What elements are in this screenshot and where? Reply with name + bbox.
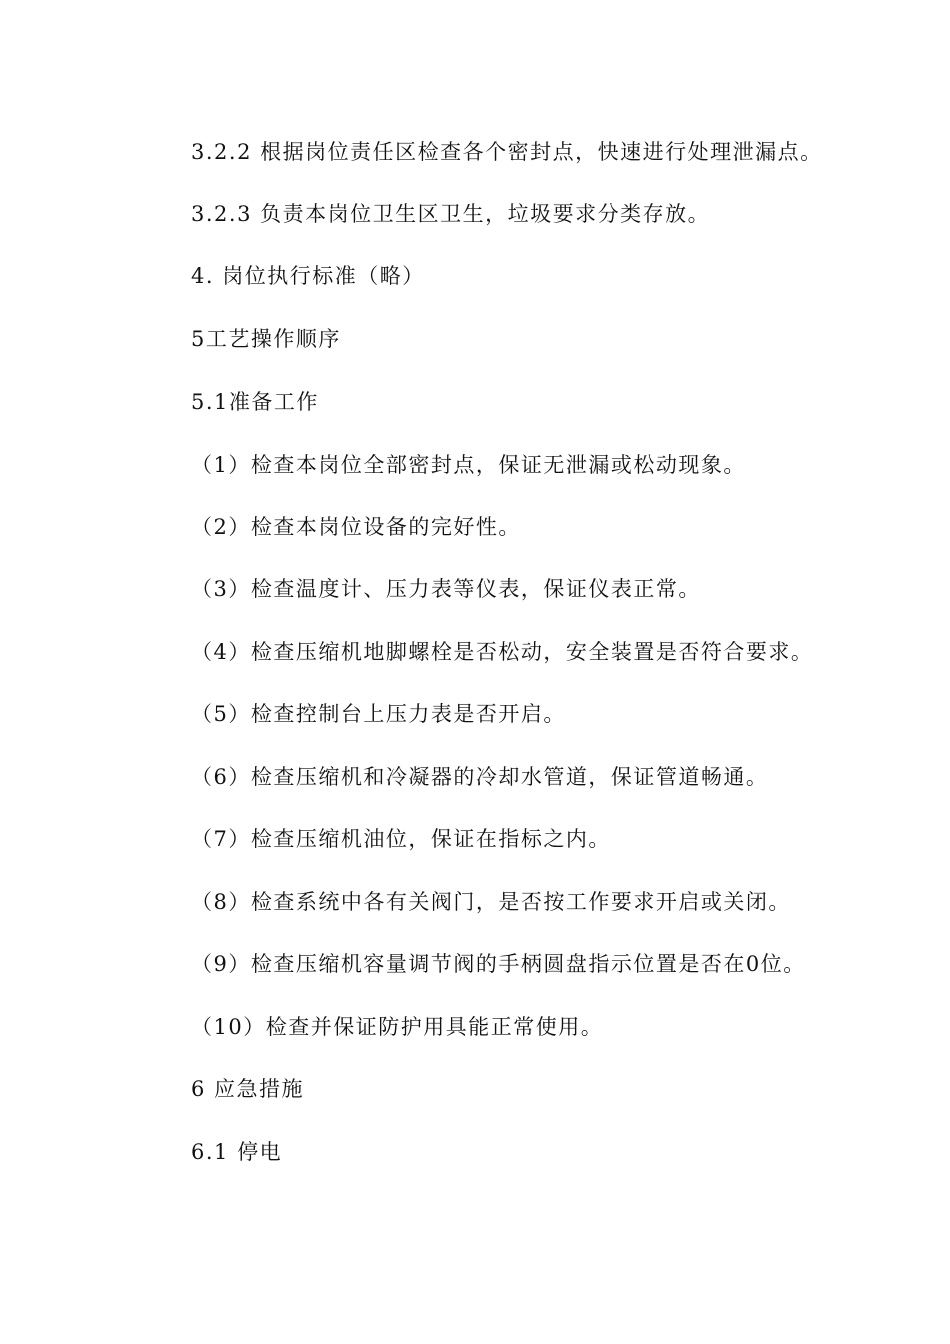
list-item-4: （4）检查压缩机地脚螺栓是否松动，安全装置是否符合要求。: [191, 640, 814, 664]
list-item-3: （3）检查温度计、压力表等仪表，保证仪表正常。: [191, 577, 701, 601]
list-item-7: （7）检查压缩机油位，保证在指标之内。: [191, 827, 611, 851]
list-item-6: （6）检查压缩机和冷凝器的冷却水管道，保证管道畅通。: [191, 765, 769, 789]
list-item-5: （5）检查控制台上压力表是否开启。: [191, 702, 566, 726]
list-item-9: （9）检查压缩机容量调节阀的手柄圆盘指示位置是否在0位。: [191, 952, 806, 976]
section-3-2-3: 3.2.3 负责本岗位卫生区卫生，垃圾要求分类存放。: [191, 202, 711, 226]
heading-section-6: 6 应急措施: [191, 1077, 305, 1101]
section-3-2-2: 3.2.2 根据岗位责任区检查各个密封点，快速进行处理泄漏点。: [191, 140, 823, 164]
heading-section-4: 4. 岗位执行标准（略）: [191, 264, 425, 288]
list-item-2: （2）检查本岗位设备的完好性。: [191, 515, 521, 539]
list-item-1: （1）检查本岗位全部密封点，保证无泄漏或松动现象。: [191, 453, 746, 477]
heading-section-5: 5工艺操作顺序: [191, 327, 341, 351]
heading-section-6-1: 6.1 停电: [191, 1140, 283, 1164]
heading-section-5-1: 5.1准备工作: [191, 390, 319, 414]
list-item-10: （10）检查并保证防护用具能正常使用。: [191, 1015, 604, 1039]
list-item-8: （8）检查系统中各有关阀门，是否按工作要求开启或关闭。: [191, 890, 791, 914]
